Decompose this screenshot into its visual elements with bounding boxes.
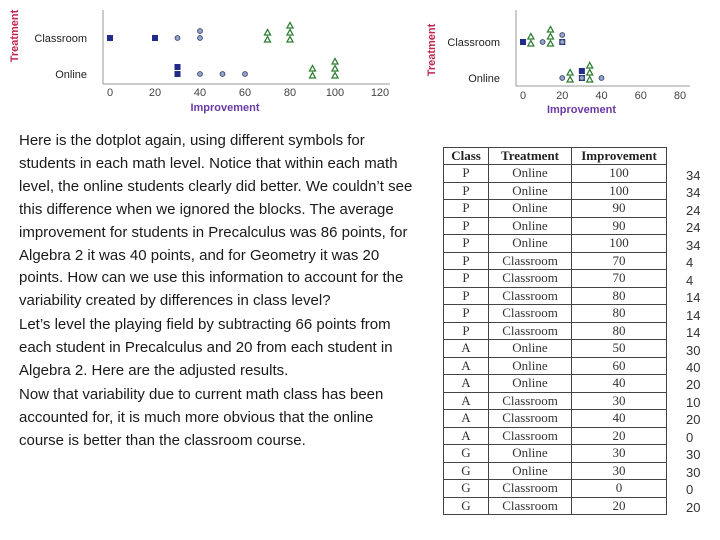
cell-improvement: 70 bbox=[572, 252, 667, 270]
cell-treatment: Online bbox=[489, 235, 572, 253]
table-row bbox=[444, 445, 667, 463]
adjusted-value: 14 bbox=[686, 307, 701, 323]
x-tick-label: 20 bbox=[148, 87, 162, 99]
header-treatment: Treatment bbox=[489, 148, 572, 165]
x-tick-label: 40 bbox=[595, 90, 608, 102]
cell-improvement: 40 bbox=[572, 410, 667, 428]
x-tick-label: 100 bbox=[325, 87, 345, 99]
cell-treatment: Online bbox=[489, 462, 572, 480]
cell-improvement: 80 bbox=[572, 322, 667, 340]
cell-class: A bbox=[444, 392, 489, 410]
cell-class: P bbox=[444, 252, 489, 270]
cell-class: G bbox=[444, 445, 489, 463]
point-precalculus bbox=[567, 70, 573, 76]
point-algebra-2 bbox=[175, 36, 180, 41]
cell-treatment: Classroom bbox=[489, 427, 572, 445]
adjusted-value: 0 bbox=[686, 482, 694, 498]
table-row bbox=[444, 252, 667, 270]
adjusted-value: 30 bbox=[686, 464, 701, 480]
adjusted-values-column bbox=[686, 167, 700, 516]
table-row bbox=[444, 357, 667, 375]
cell-improvement: 100 bbox=[572, 182, 667, 200]
table-row bbox=[444, 305, 667, 323]
table-row bbox=[444, 375, 667, 393]
adjusted-value: 0 bbox=[686, 429, 694, 445]
point-algebra-2 bbox=[198, 36, 203, 41]
point-geometry bbox=[107, 35, 113, 41]
cell-improvement: 90 bbox=[572, 200, 667, 218]
cell-class: P bbox=[444, 287, 489, 305]
cell-improvement: 0 bbox=[572, 480, 667, 498]
point-geometry bbox=[175, 64, 181, 70]
point-geometry bbox=[152, 35, 158, 41]
point-algebra-2 bbox=[560, 33, 565, 38]
cell-treatment: Online bbox=[489, 340, 572, 358]
adjusted-value: 34 bbox=[686, 185, 701, 201]
cell-class: G bbox=[444, 462, 489, 480]
cell-treatment: Online bbox=[489, 182, 572, 200]
header-improvement: Improvement bbox=[572, 148, 667, 165]
point-precalculus bbox=[310, 66, 316, 72]
row-label-online: Online bbox=[468, 73, 500, 85]
point-precalculus bbox=[547, 34, 553, 40]
cell-class: P bbox=[444, 200, 489, 218]
x-tick-label: 0 bbox=[519, 90, 527, 102]
paragraph-conclusion: Now that variability due to current math class has been accounted for, it is much more obvious that the online course is better than the classroom course. bbox=[19, 385, 384, 449]
x-axis-title: Improvement bbox=[190, 102, 260, 114]
cell-class: P bbox=[444, 217, 489, 235]
x-tick-label: 40 bbox=[193, 87, 207, 99]
table-body bbox=[444, 165, 667, 515]
point-precalculus bbox=[587, 63, 593, 69]
adjusted-value: 20 bbox=[686, 499, 701, 515]
cell-class: A bbox=[444, 340, 489, 358]
x-tick-label: 60 bbox=[238, 87, 252, 99]
cell-improvement: 100 bbox=[572, 165, 667, 183]
table-row bbox=[444, 165, 667, 183]
table-row bbox=[444, 200, 667, 218]
point-algebra-2 bbox=[243, 72, 248, 77]
point-precalculus bbox=[547, 41, 553, 47]
cell-treatment: Online bbox=[489, 445, 572, 463]
adjusted-value: 40 bbox=[686, 359, 701, 375]
point-precalculus bbox=[547, 27, 553, 33]
cell-class: A bbox=[444, 427, 489, 445]
x-tick-label: 80 bbox=[673, 90, 687, 102]
point-algebra-2 bbox=[560, 76, 565, 81]
cell-class: P bbox=[444, 322, 489, 340]
cell-class: A bbox=[444, 375, 489, 393]
cell-class: A bbox=[444, 357, 489, 375]
cell-treatment: Classroom bbox=[489, 305, 572, 323]
cell-treatment: Classroom bbox=[489, 410, 572, 428]
cell-improvement: 60 bbox=[572, 357, 667, 375]
dotplot-original bbox=[0, 0, 420, 120]
table-row bbox=[444, 340, 667, 358]
x-tick-label: 80 bbox=[283, 87, 297, 99]
point-precalculus bbox=[265, 30, 271, 36]
table-row bbox=[444, 270, 667, 288]
table-row bbox=[444, 322, 667, 340]
adjusted-value: 4 bbox=[686, 255, 694, 271]
cell-improvement: 50 bbox=[572, 340, 667, 358]
cell-improvement: 20 bbox=[572, 427, 667, 445]
point-geometry bbox=[520, 39, 526, 45]
adjusted-value: 34 bbox=[686, 168, 701, 183]
adjusted-value: 14 bbox=[686, 290, 701, 306]
point-precalculus bbox=[332, 59, 338, 65]
point-algebra-2 bbox=[560, 40, 565, 45]
point-precalculus bbox=[287, 30, 293, 36]
point-precalculus bbox=[528, 41, 534, 47]
point-algebra-2 bbox=[540, 40, 545, 45]
x-tick-label: 120 bbox=[370, 87, 390, 99]
adjusted-value: 4 bbox=[686, 272, 694, 288]
cell-class: P bbox=[444, 235, 489, 253]
table-row bbox=[444, 410, 667, 428]
point-precalculus bbox=[287, 23, 293, 29]
cell-class: P bbox=[444, 165, 489, 183]
cell-treatment: Online bbox=[489, 200, 572, 218]
table-row bbox=[444, 427, 667, 445]
cell-treatment: Classroom bbox=[489, 497, 572, 515]
point-precalculus bbox=[332, 73, 338, 79]
point-precalculus bbox=[332, 66, 338, 72]
cell-class: G bbox=[444, 480, 489, 498]
cell-improvement: 90 bbox=[572, 217, 667, 235]
table-header-row bbox=[444, 148, 667, 165]
point-algebra-2 bbox=[198, 72, 203, 77]
row-label-classroom: Classroom bbox=[447, 37, 500, 49]
cell-improvement: 30 bbox=[572, 445, 667, 463]
cell-improvement: 40 bbox=[572, 375, 667, 393]
cell-improvement: 100 bbox=[572, 235, 667, 253]
point-geometry bbox=[579, 68, 585, 74]
point-geometry bbox=[175, 71, 181, 77]
row-label-online: Online bbox=[55, 69, 87, 81]
adjusted-value: 10 bbox=[686, 394, 701, 410]
x-axis-title: Improvement bbox=[546, 104, 617, 116]
adjusted-value: 24 bbox=[686, 220, 701, 236]
point-precalculus bbox=[310, 73, 316, 79]
cell-treatment: Classroom bbox=[489, 287, 572, 305]
paragraph-intro: Here is the dotplot again, using different symbols for students in each math level. Notice that within each math level, the online students clearly did better. We couldn’t see this difference when we ignored the blocks. The average improvement for students in Precalculus was 86 points, for Algebra 2 it was 40 points, and for Geometry it was 20 points. How can we use this information to account for the variability created by differences in class level? bbox=[19, 132, 413, 310]
x-tick-label: 60 bbox=[634, 90, 647, 102]
adjusted-value: 30 bbox=[686, 447, 701, 463]
cell-treatment: Online bbox=[489, 217, 572, 235]
table-row bbox=[444, 497, 667, 515]
point-precalculus bbox=[567, 77, 573, 83]
cell-treatment: Classroom bbox=[489, 270, 572, 288]
dotplot-adjusted bbox=[425, 0, 720, 122]
adjusted-value: 34 bbox=[686, 237, 701, 253]
point-algebra-2 bbox=[599, 76, 604, 81]
cell-treatment: Online bbox=[489, 357, 572, 375]
point-algebra-2 bbox=[198, 29, 203, 34]
data-table bbox=[443, 147, 667, 515]
cell-treatment: Classroom bbox=[489, 322, 572, 340]
cell-class: P bbox=[444, 305, 489, 323]
cell-class: P bbox=[444, 182, 489, 200]
table-row bbox=[444, 217, 667, 235]
point-precalculus bbox=[528, 34, 534, 40]
cell-treatment: Classroom bbox=[489, 392, 572, 410]
table-row bbox=[444, 235, 667, 253]
x-tick-label: 0 bbox=[106, 87, 114, 99]
y-axis-title: Treatment bbox=[426, 23, 438, 77]
paragraph-adjustment: Let’s level the playing field by subtracting 66 points from each student in Precalculus and 20 from each student in Algebra 2. Here are the adjusted results. bbox=[19, 316, 393, 380]
y-axis-title: Treatment bbox=[9, 9, 21, 63]
point-precalculus bbox=[287, 37, 293, 43]
cell-improvement: 80 bbox=[572, 287, 667, 305]
point-algebra-2 bbox=[220, 72, 225, 77]
table-row bbox=[444, 480, 667, 498]
cell-improvement: 70 bbox=[572, 270, 667, 288]
adjusted-value: 24 bbox=[686, 202, 701, 218]
table-row bbox=[444, 182, 667, 200]
adjusted-value: 20 bbox=[686, 377, 701, 393]
point-precalculus bbox=[587, 70, 593, 76]
cell-class: P bbox=[444, 270, 489, 288]
adjusted-value: 14 bbox=[686, 325, 701, 341]
cell-treatment: Online bbox=[489, 165, 572, 183]
explanation-text bbox=[19, 130, 419, 454]
x-tick-label: 20 bbox=[556, 90, 569, 102]
cell-treatment: Classroom bbox=[489, 252, 572, 270]
cell-class: A bbox=[444, 410, 489, 428]
point-algebra-2 bbox=[579, 76, 584, 81]
cell-treatment: Online bbox=[489, 375, 572, 393]
point-precalculus bbox=[265, 37, 271, 43]
point-precalculus bbox=[587, 77, 593, 83]
row-label-classroom: Classroom bbox=[34, 33, 87, 45]
adjusted-value: 30 bbox=[686, 342, 701, 358]
header-class: Class bbox=[444, 148, 489, 165]
cell-class: G bbox=[444, 497, 489, 515]
cell-improvement: 20 bbox=[572, 497, 667, 515]
table-row bbox=[444, 287, 667, 305]
cell-treatment: Classroom bbox=[489, 480, 572, 498]
cell-improvement: 30 bbox=[572, 392, 667, 410]
table-row bbox=[444, 462, 667, 480]
table-row bbox=[444, 392, 667, 410]
cell-improvement: 30 bbox=[572, 462, 667, 480]
adjusted-value: 20 bbox=[686, 412, 701, 428]
cell-improvement: 80 bbox=[572, 305, 667, 323]
